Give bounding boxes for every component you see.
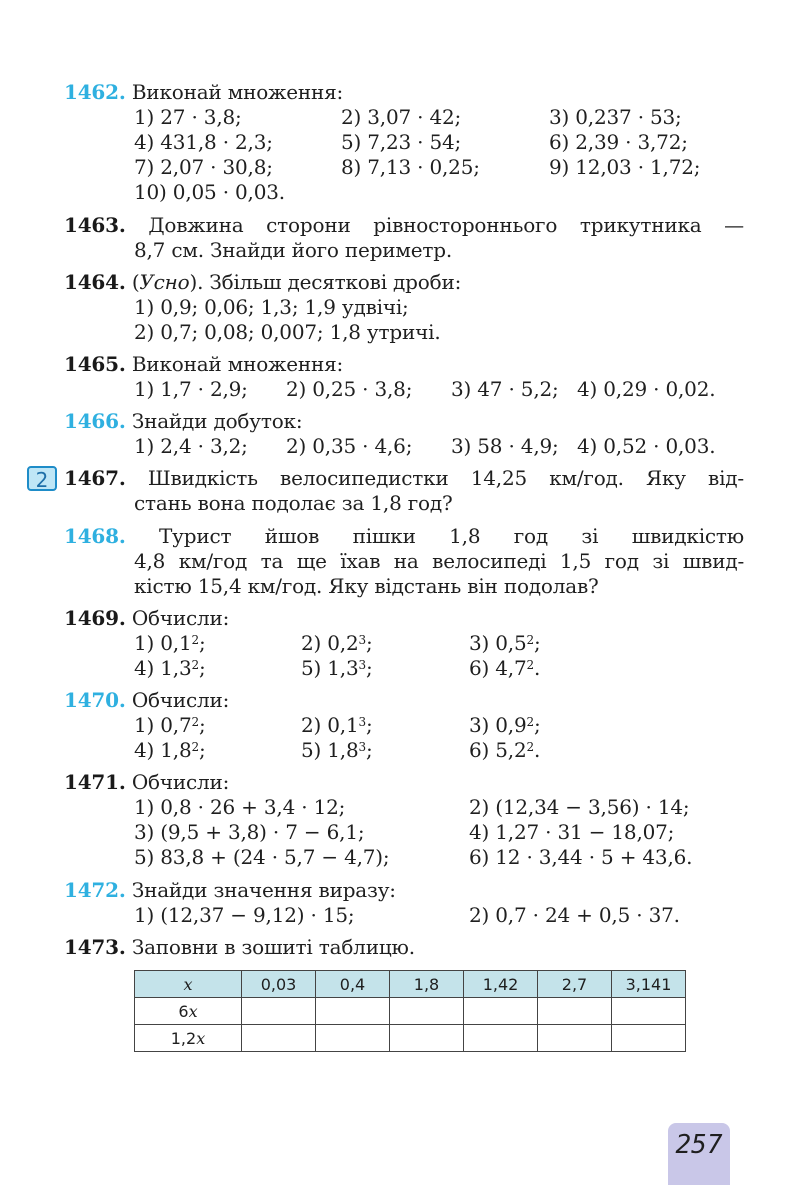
- table-row: [135, 998, 686, 1025]
- table-row-label: 1,2x: [135, 1025, 242, 1052]
- exercise-number: 1468.: [64, 524, 126, 548]
- empty-cell: [316, 998, 390, 1025]
- exercise-1466: [64, 409, 744, 459]
- item: 3) 58 · 4,9;: [451, 434, 559, 458]
- exercise-1463: [64, 213, 744, 263]
- item: 6) 2,39 · 3,72;: [549, 130, 688, 154]
- exercise-number: 1469.: [64, 606, 126, 630]
- exercise-title: Виконай множення:: [131, 352, 344, 376]
- exercise-1465: [64, 352, 744, 402]
- exercise-1462: [64, 80, 744, 205]
- exercise-1467: [64, 466, 744, 516]
- item: 3) $0,5^2$;: [469, 631, 541, 655]
- exercise-number: 1463.: [64, 213, 126, 237]
- item: 1) 2,4 · 3,2;: [134, 434, 248, 458]
- exercise-number: 1462.: [64, 80, 126, 104]
- item: 9) 12,03 · 1,72;: [549, 155, 701, 179]
- item: 1) $0,1^2$;: [134, 631, 206, 655]
- item: 3) 47 · 5,2;: [451, 377, 559, 401]
- table-header-row: [135, 971, 686, 998]
- exercise-title: Знайди добуток:: [131, 409, 303, 433]
- item: 2) $0,1^3$;: [301, 713, 373, 737]
- item: 4) 0,52 · 0,03.: [577, 434, 716, 458]
- item: 5) $1,8^3$;: [301, 738, 373, 762]
- exercise-title: Обчисли:: [131, 606, 230, 630]
- exercise-title: ). Збільш десяткові дроби:: [189, 270, 462, 294]
- exercise-number: 1466.: [64, 409, 126, 433]
- empty-cell: [242, 998, 316, 1025]
- level-badge: 2: [27, 466, 57, 491]
- item: 2) 3,07 · 42;: [341, 105, 462, 129]
- paren: (: [131, 270, 140, 294]
- item: 8) 7,13 · 0,25;: [341, 155, 480, 179]
- empty-cell: [390, 998, 464, 1025]
- item: 2) 0,7; 0,08; 0,007; 1,8 утричі.: [134, 320, 441, 344]
- table-header-cell: 3,141: [612, 971, 686, 998]
- exercise-number: 1471.: [64, 770, 126, 794]
- page-number: 257: [668, 1123, 730, 1185]
- item: 6) $5,2^2$.: [469, 738, 541, 762]
- exercise-number: 1473.: [64, 935, 126, 959]
- exercise-text: стань вона подолає за 1,8 год?: [134, 491, 453, 515]
- exercise-text: Турист йшов пішки 1,8 год зі швидкістю: [159, 524, 744, 548]
- exercise-title: Обчисли:: [131, 770, 230, 794]
- exercise-title: Обчисли:: [131, 688, 230, 712]
- item: 4) $1,8^2$;: [134, 738, 206, 762]
- item: 1) 0,9; 0,06; 1,3; 1,9 удвічі;: [134, 295, 409, 319]
- item: 5) 83,8 + (24 · 5,7 − 4,7);: [134, 845, 390, 869]
- table-header-var: x: [135, 971, 242, 998]
- item: 3) $0,9^2$;: [469, 713, 541, 737]
- empty-cell: [538, 998, 612, 1025]
- exercise-1473: [64, 935, 744, 960]
- item: 1) (12,37 − 9,12) · 15;: [134, 903, 355, 927]
- table-header-cell: 1,42: [464, 971, 538, 998]
- empty-cell: [390, 1025, 464, 1052]
- exercise-1470: [64, 688, 744, 763]
- exercise-title: Знайди значення виразу:: [131, 878, 396, 902]
- exercise-text: 4,8 км/год та ще їхав на велосипеді 1,5 год зі швид-: [134, 549, 744, 573]
- fill-in-table: [134, 970, 686, 1052]
- exercise-number: 1470.: [64, 688, 126, 712]
- exercise-1472: [64, 878, 744, 928]
- exercise-number: 1472.: [64, 878, 126, 902]
- item: 6) $4,7^2$.: [469, 656, 541, 680]
- item: 2) 0,7 · 24 + 0,5 · 37.: [469, 903, 680, 927]
- item: 2) (12,34 − 3,56) · 14;: [469, 795, 690, 819]
- exercise-number: 1467.: [64, 466, 126, 490]
- exercise-1471: [64, 770, 744, 870]
- item: 1) 1,7 · 2,9;: [134, 377, 248, 401]
- empty-cell: [316, 1025, 390, 1052]
- item: 1) $0,7^2$;: [134, 713, 206, 737]
- exercise-text: Довжина сторони рівностороннього трикутника —: [148, 213, 744, 237]
- empty-cell: [242, 1025, 316, 1052]
- exercise-title: Заповни в зошиті таблицю.: [131, 935, 415, 959]
- item: 4) 1,27 · 31 − 18,07;: [469, 820, 675, 844]
- exercise-number: 1464.: [64, 270, 126, 294]
- item: 1) 0,8 · 26 + 3,4 · 12;: [134, 795, 346, 819]
- exercise-1469: [64, 606, 744, 681]
- table-header-cell: 2,7: [538, 971, 612, 998]
- empty-cell: [538, 1025, 612, 1052]
- exercise-number: 1465.: [64, 352, 126, 376]
- item: 4) $1,3^2$;: [134, 656, 206, 680]
- item: 2) 0,35 · 4,6;: [286, 434, 413, 458]
- empty-cell: [464, 1025, 538, 1052]
- item: 2) $0,2^3$;: [301, 631, 373, 655]
- item: 6) 12 · 3,44 · 5 + 43,6.: [469, 845, 693, 869]
- item: 4) 0,29 · 0,02.: [577, 377, 716, 401]
- exercise-text: Швидкість велосипедистки 14,25 км/год. Яку від-: [147, 466, 744, 490]
- item: 5) 7,23 · 54;: [341, 130, 462, 154]
- item: 1) 27 · 3,8;: [134, 105, 242, 129]
- item: 3) (9,5 + 3,8) · 7 − 6,1;: [134, 820, 365, 844]
- usno-label: Усно: [139, 270, 190, 294]
- table-header-cell: 0,4: [316, 971, 390, 998]
- table-row: [135, 1025, 686, 1052]
- exercise-text: 8,7 см. Знайди його периметр.: [134, 238, 453, 262]
- item: 4) 431,8 · 2,3;: [134, 130, 273, 154]
- item: 5) $1,3^3$;: [301, 656, 373, 680]
- exercise-text: кістю 15,4 км/год. Яку відстань він подолав?: [134, 574, 599, 598]
- item: 2) 0,25 · 3,8;: [286, 377, 413, 401]
- item: 3) 0,237 · 53;: [549, 105, 682, 129]
- exercise-1464: [64, 270, 744, 345]
- empty-cell: [612, 998, 686, 1025]
- exercise-1468: [64, 524, 744, 599]
- table-row-label: 6x: [135, 998, 242, 1025]
- empty-cell: [464, 998, 538, 1025]
- table-header-cell: 1,8: [390, 971, 464, 998]
- empty-cell: [612, 1025, 686, 1052]
- exercise-title: Виконай множення:: [131, 80, 344, 104]
- item: 7) 2,07 · 30,8;: [134, 155, 273, 179]
- table-header-cell: 0,03: [242, 971, 316, 998]
- item: 10) 0,05 · 0,03.: [134, 180, 285, 204]
